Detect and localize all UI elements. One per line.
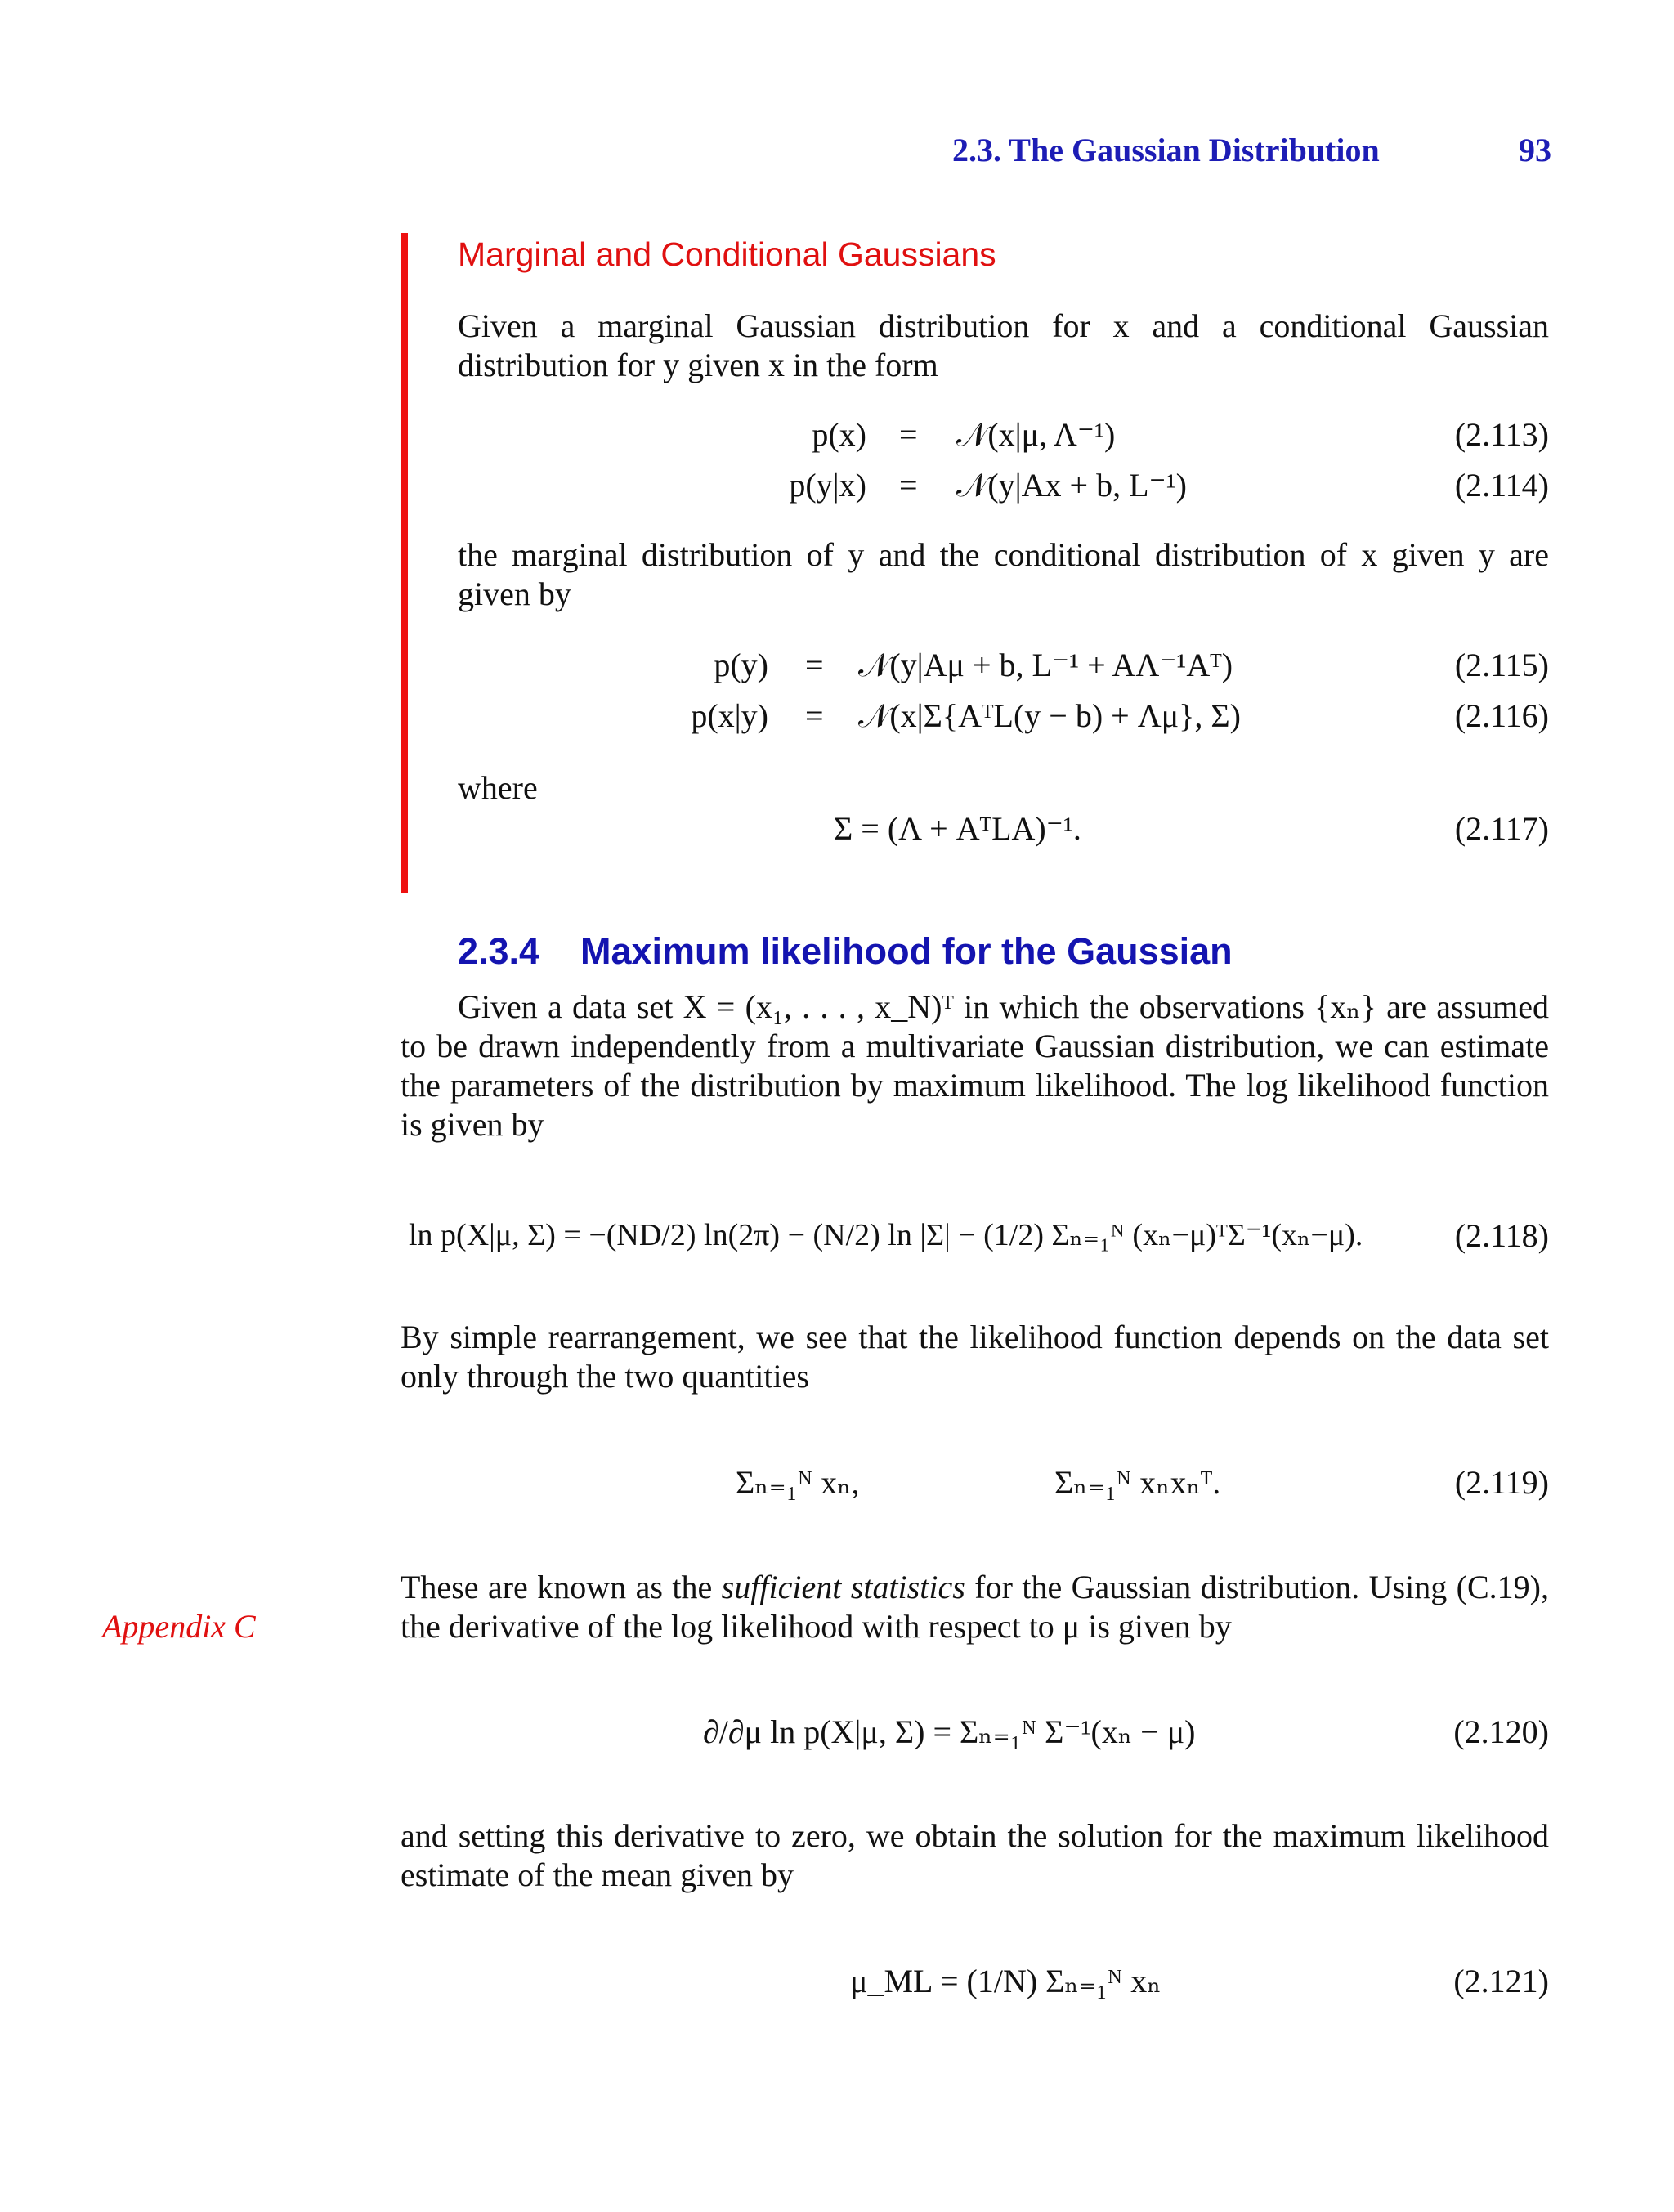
eq-2-113-equals: = — [899, 416, 918, 453]
eq-2-120: ∂/∂μ ln p(X|μ, Σ) = Σₙ₌₁ᴺ Σ⁻¹(xₙ − μ) — [703, 1713, 1196, 1750]
eq-2-116-equals: = — [805, 697, 824, 734]
eq-2-118: ln p(X|μ, Σ) = −(ND/2) ln(2π) − (N/2) ln |Σ| − (1/2) Σₙ₌₁ᴺ (xₙ−μ)ᵀΣ⁻¹(xₙ−μ). — [409, 1218, 1363, 1252]
where-label: where — [458, 769, 538, 806]
section-paragraph-4: and setting this derivative to zero, we obtain the solution for the maximum likelihood estimate of the mean given by — [401, 1817, 1549, 1893]
eq-2-115-number: (2.115) — [1454, 647, 1549, 683]
box-side-bar — [401, 233, 408, 893]
p3-emphasis: sufficient statistics — [721, 1569, 965, 1605]
section-number: 2.3.4 — [458, 930, 540, 972]
eq-2-116-rhs: 𝒩(x|Σ{AᵀL(y − b) + Λμ}, Σ) — [858, 697, 1241, 734]
p3-text-b: for the Gaussian distribution. Using (C.19), the derivative of the log likelihood with respect to μ is given by — [401, 1569, 1549, 1645]
eq-2-118-number: (2.118) — [1454, 1217, 1549, 1254]
section-title: Maximum likelihood for the Gaussian — [580, 930, 1233, 972]
eq-2-116-number: (2.116) — [1454, 697, 1549, 734]
eq-2-114-number: (2.114) — [1454, 467, 1549, 504]
eq-2-114-equals: = — [899, 467, 918, 504]
eq-2-115-rhs: 𝒩(y|Aμ + b, L⁻¹ + AΛ⁻¹Aᵀ) — [858, 647, 1233, 683]
eq-2-121-number: (2.121) — [1453, 1963, 1549, 1999]
eq-2-119-sum-x: Σₙ₌₁ᴺ xₙ, — [736, 1464, 860, 1501]
p3-text-a: These are known as the — [401, 1569, 722, 1605]
eq-2-113-lhs: p(x) — [812, 416, 866, 453]
page-number: 93 — [1519, 132, 1551, 168]
eq-2-120-number: (2.120) — [1453, 1713, 1549, 1750]
eq-2-116-lhs: p(x|y) — [691, 697, 768, 734]
eq-2-115-lhs: p(y) — [714, 647, 768, 683]
eq-2-113-number: (2.113) — [1454, 416, 1549, 453]
eq-2-119-number: (2.119) — [1454, 1464, 1549, 1501]
eq-2-121: μ_ML = (1/N) Σₙ₌₁ᴺ xₙ — [850, 1963, 1162, 1999]
eq-2-117: Σ = (Λ + AᵀLA)⁻¹. — [834, 810, 1081, 847]
box-middle-paragraph: the marginal distribution of y and the conditional distribution of x given y are given by — [458, 536, 1549, 612]
eq-2-117-number: (2.117) — [1454, 810, 1549, 847]
eq-2-114-rhs: 𝒩(y|Ax + b, L⁻¹) — [956, 467, 1187, 504]
eq-2-119-sum-xxt: Σₙ₌₁ᴺ xₙxₙᵀ. — [1054, 1464, 1221, 1501]
section-paragraph-2: By simple rearrangement, we see that the likelihood function depends on the data set only through the two quantities — [401, 1319, 1549, 1395]
box-intro-paragraph: Given a marginal Gaussian distribution for x and a conditional Gaussian distribution for y given x in the form — [458, 307, 1549, 383]
eq-2-114-lhs: p(y|x) — [789, 467, 866, 504]
margin-note-appendix: Appendix C — [102, 1608, 256, 1645]
section-paragraph-1: Given a data set X = (x₁, . . . , x_N)ᵀ in which the observations {xₙ} are assumed to be drawn independently from a multivariate Gaussian distribution, we can estimate the parameters of the distribution by maximum likelihood. The log likelihood function is given by — [401, 988, 1549, 1143]
box-title: Marginal and Conditional Gaussians — [458, 235, 996, 273]
running-header: 2.3. The Gaussian Distribution — [952, 132, 1380, 168]
section-paragraph-3 — [401, 1568, 1549, 1646]
eq-2-113-rhs: 𝒩(x|μ, Λ⁻¹) — [956, 416, 1116, 453]
eq-2-115-equals: = — [805, 647, 824, 683]
